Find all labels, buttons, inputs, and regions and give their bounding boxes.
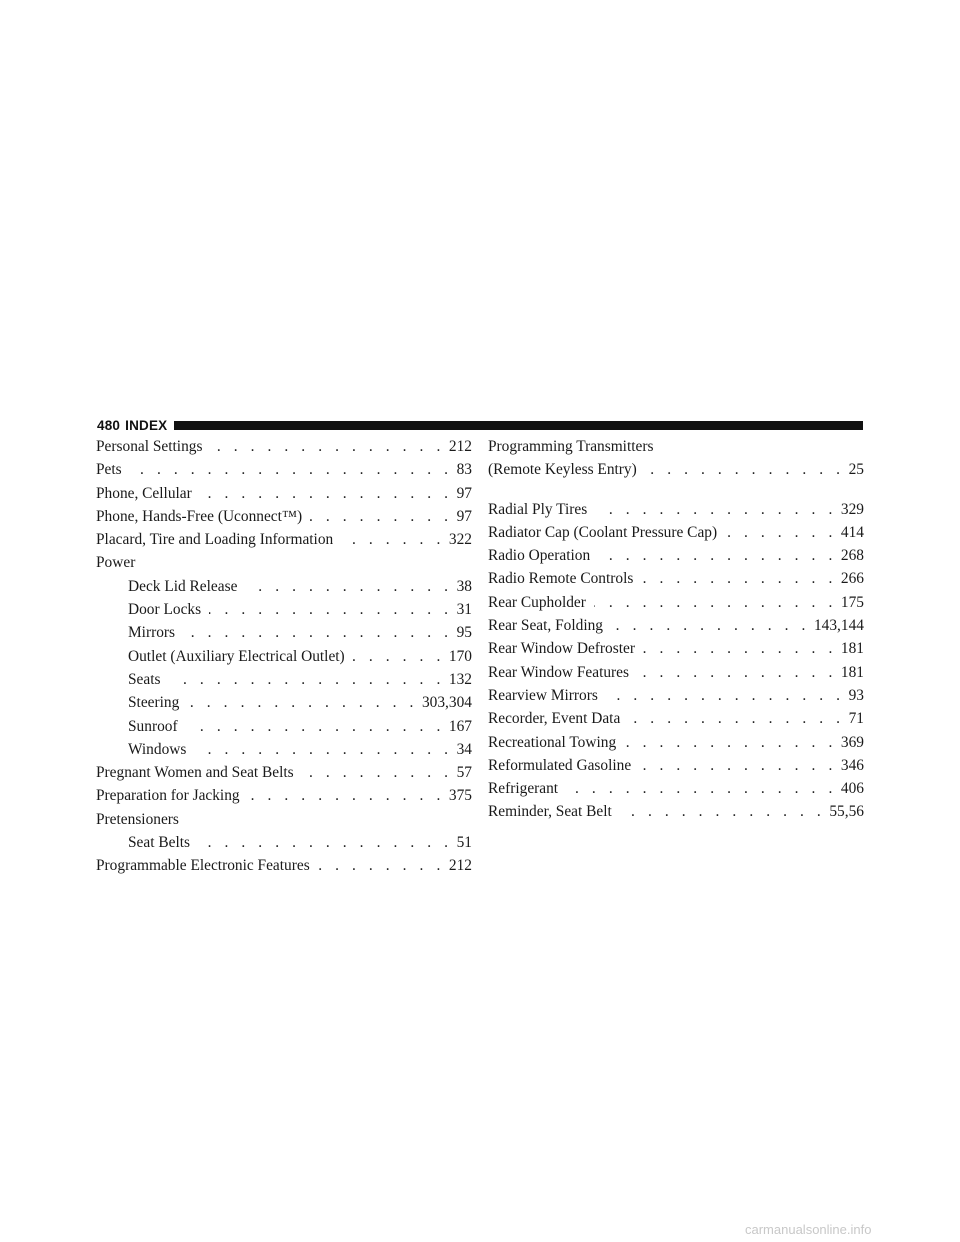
page-reference: 71 (848, 710, 864, 728)
index-entry (96, 508, 472, 531)
index-term: Rear Window Features (488, 663, 629, 681)
index-term: Recorder, Event Data (488, 710, 621, 728)
page-reference: 303,304 (421, 694, 472, 712)
index-entry (488, 461, 864, 484)
index-entry (96, 718, 472, 741)
page-reference: 34 (456, 740, 472, 758)
index-term: Pretensioners (96, 810, 179, 828)
page-reference: 322 (448, 531, 472, 549)
index-entry (96, 671, 472, 694)
dot-leader (641, 570, 837, 588)
page-reference: 375 (448, 787, 472, 805)
index-term: Recreational Towing (488, 733, 617, 751)
page-reference: 175 (840, 593, 864, 611)
section-title: INDEX (125, 417, 168, 433)
dot-leader (130, 461, 453, 479)
dot-leader (169, 671, 445, 689)
index-term: Reminder, Seat Belt (488, 803, 612, 821)
index-entry (488, 640, 864, 663)
page-reference: 406 (840, 780, 864, 798)
dot-leader (620, 803, 826, 821)
index-term: Phone, Hands-Free (Uconnect™) (96, 507, 303, 525)
index-column-right (488, 438, 864, 827)
index-entry (96, 531, 472, 554)
dot-leader (200, 485, 453, 503)
dot-leader (318, 857, 445, 875)
index-term: Placard, Tire and Loading Information (96, 531, 334, 549)
index-term: Outlet (Auxiliary Electrical Outlet) (128, 647, 345, 665)
index-entry (96, 624, 472, 647)
dot-leader (598, 547, 837, 565)
dot-leader (725, 524, 837, 542)
index-term: Steering (128, 694, 180, 712)
page-reference: 51 (456, 834, 472, 852)
index-term: Sunroof (128, 717, 178, 735)
page-reference: 97 (456, 507, 472, 525)
index-term: Radial Ply Tires (488, 500, 588, 518)
index-term: Deck Lid Release (128, 577, 238, 595)
index-term: Rearview Mirrors (488, 686, 598, 704)
index-term: Seats (128, 670, 161, 688)
dot-leader (645, 461, 845, 479)
page-reference: 414 (840, 523, 864, 541)
index-entry (96, 857, 472, 880)
dot-leader (639, 757, 837, 775)
index-term: Refrigerant (488, 780, 559, 798)
index-entry (96, 741, 472, 764)
dot-leader (187, 694, 418, 712)
index-entry (96, 648, 472, 671)
page-reference: 266 (840, 570, 864, 588)
dot-leader (643, 640, 837, 658)
index-term: Rear Seat, Folding (488, 617, 603, 635)
index-term: Preparation for Jacking (96, 787, 240, 805)
index-term: Programmable Electronic Features (96, 857, 310, 875)
index-entry (488, 570, 864, 593)
index-term: Programming Transmitters (488, 438, 654, 455)
index-entry (488, 617, 864, 640)
index-term: (Remote Keyless Entry) (488, 461, 637, 479)
index-entry (96, 485, 472, 508)
index-entry (488, 438, 864, 461)
dot-leader (595, 501, 837, 519)
page-reference: 329 (840, 500, 864, 518)
index-term: Personal Settings (96, 438, 203, 455)
page-reference: 57 (456, 764, 472, 782)
page-reference: 93 (848, 686, 864, 704)
index-entry (96, 787, 472, 810)
dot-leader (209, 601, 453, 619)
index-entry (488, 803, 864, 826)
index-term: Pets (96, 461, 122, 479)
dot-leader (566, 780, 837, 798)
page-number: 480 (97, 417, 121, 433)
dot-leader (594, 594, 837, 612)
page-reference: 38 (456, 577, 472, 595)
index-term: Phone, Cellular (96, 484, 192, 502)
dot-leader (353, 648, 445, 666)
index-entry (96, 764, 472, 787)
index-entry (488, 501, 864, 524)
dot-leader (637, 664, 837, 682)
index-entry (488, 524, 864, 547)
index-entry (96, 578, 472, 601)
dot-leader (302, 764, 453, 782)
dot-leader (248, 787, 445, 805)
index-term: Rear Cupholder (488, 593, 586, 611)
page-reference: 97 (456, 484, 472, 502)
dot-leader (198, 834, 453, 852)
dot-leader (310, 508, 452, 526)
page-reference: 212 (448, 857, 472, 875)
dot-leader (186, 718, 445, 736)
index-term: Seat Belts (128, 834, 190, 852)
index-term: Mirrors (128, 624, 176, 642)
index-entry (488, 780, 864, 803)
index-entry (488, 734, 864, 757)
index-entry (488, 757, 864, 780)
index-entry (488, 664, 864, 687)
index-entry (96, 461, 472, 484)
index-term: Reformulated Gasoline (488, 756, 632, 774)
page-reference: 31 (456, 601, 472, 619)
dot-leader (624, 734, 837, 752)
dot-leader (611, 617, 810, 635)
index-term: Power (96, 554, 136, 572)
page-reference: 83 (456, 461, 472, 479)
dot-leader (245, 578, 452, 596)
index-column-left (96, 438, 472, 881)
dot-leader (628, 710, 844, 728)
page-reference: 143,144 (813, 617, 864, 635)
dot-leader (341, 531, 445, 549)
page-reference: 95 (456, 624, 472, 642)
index-entry (96, 438, 472, 461)
index-entry (488, 710, 864, 733)
page-reference: 212 (448, 438, 472, 455)
index-term: Windows (128, 740, 187, 758)
index-term: Door Locks (128, 601, 202, 619)
page-header (97, 415, 863, 435)
page-reference: 268 (840, 547, 864, 565)
index-term: Radio Operation (488, 547, 591, 565)
index-entry (96, 694, 472, 717)
page-reference: 181 (840, 640, 864, 658)
index-entry (488, 687, 864, 710)
page-reference: 170 (448, 647, 472, 665)
page-reference: 181 (840, 663, 864, 681)
index-term: Rear Window Defroster (488, 640, 635, 658)
dot-leader (194, 741, 452, 759)
index-entry (488, 547, 864, 570)
page-reference: 346 (840, 756, 864, 774)
header-rule (174, 421, 863, 430)
page-reference: 25 (848, 461, 864, 479)
page-reference: 369 (840, 733, 864, 751)
dot-leader (210, 438, 444, 456)
index-entry (96, 601, 472, 624)
page-reference: 55,56 (829, 803, 864, 821)
index-entry (96, 834, 472, 857)
watermark-text: carmanualsonline.info (745, 1222, 872, 1237)
index-term: Radiator Cap (Coolant Pressure Cap) (488, 523, 718, 541)
dot-leader (606, 687, 845, 705)
page-reference: 132 (448, 670, 472, 688)
index-term: Radio Remote Controls (488, 570, 634, 588)
index-entry (96, 554, 472, 577)
page-reference: 167 (448, 717, 472, 735)
index-term: Pregnant Women and Seat Belts (96, 764, 294, 782)
dot-leader (183, 624, 453, 642)
index-entry (96, 811, 472, 834)
index-entry (488, 594, 864, 617)
